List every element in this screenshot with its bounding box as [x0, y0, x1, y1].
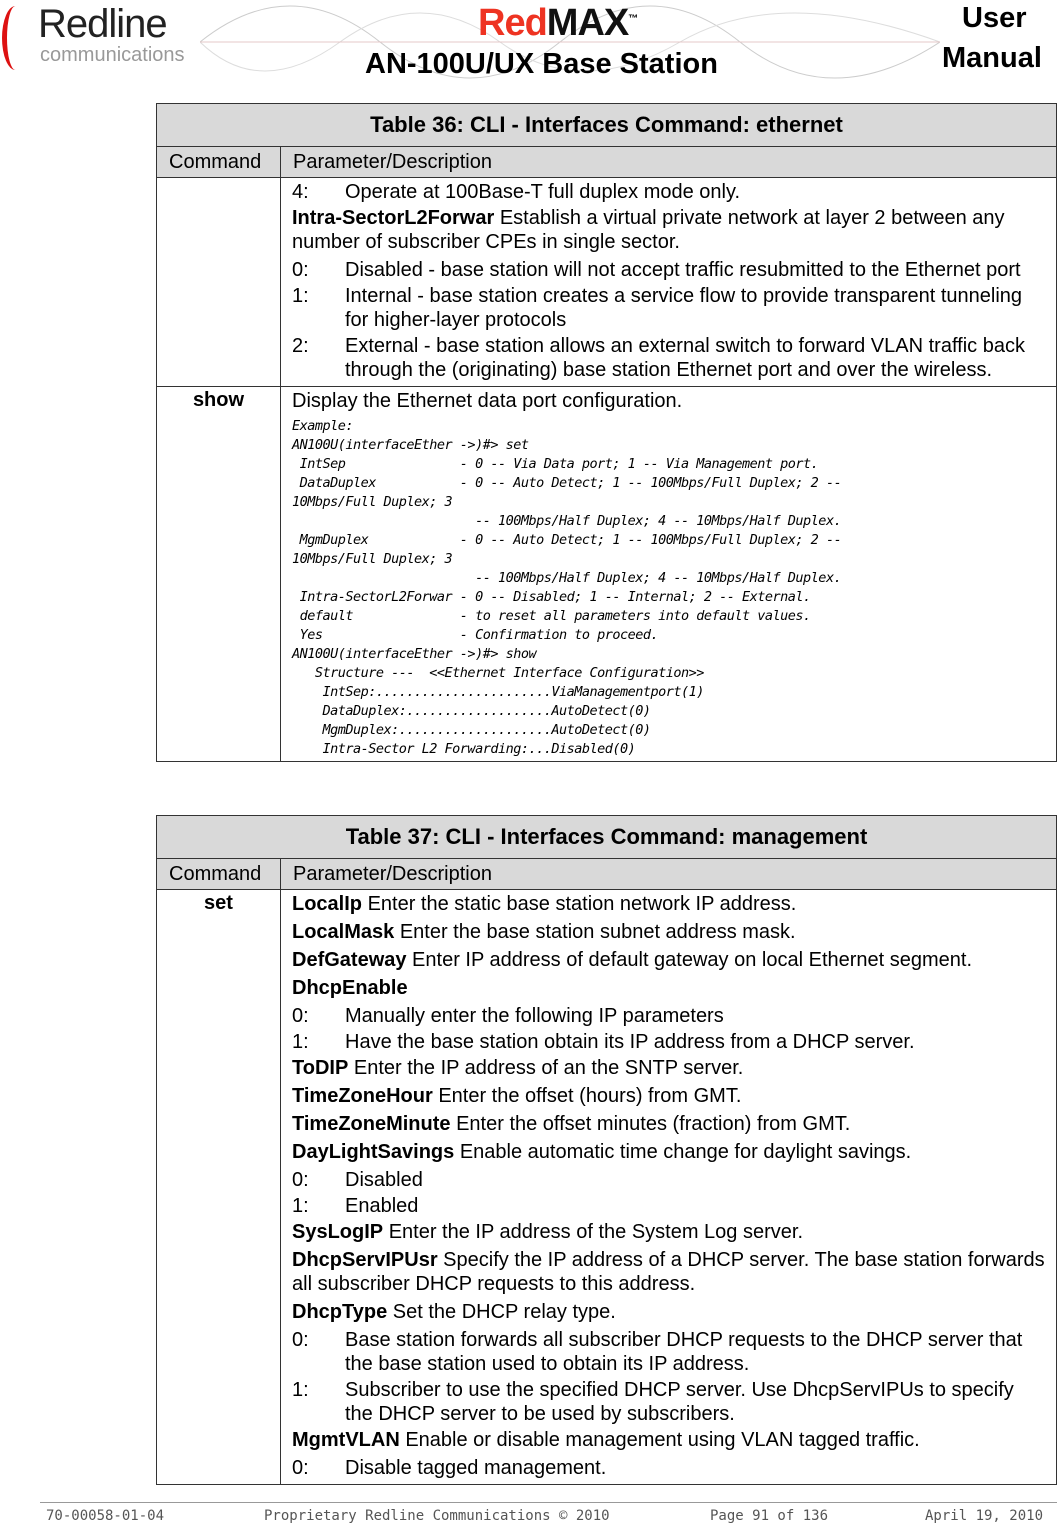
numbered-option	[292, 180, 1046, 204]
option-text: Manually enter the following IP parameters	[345, 1005, 724, 1027]
option-number: 0:	[292, 1457, 309, 1479]
code-line: Yes - Confirmation to proceed.	[292, 627, 659, 643]
code-line: IntSep - 0 -- Via Data port; 1 -- Via Management port.	[292, 456, 819, 472]
parameter-paragraph	[292, 892, 1046, 916]
product-brand	[478, 2, 637, 45]
title-row	[157, 104, 1057, 147]
description-cell	[281, 890, 1057, 1485]
option-text: Disabled	[345, 1169, 423, 1191]
parameter-name: TimeZoneHour	[292, 1085, 433, 1107]
parameter-name: LocalMask	[292, 921, 395, 943]
parameter-paragraph	[292, 206, 1046, 254]
option-text: Enabled	[345, 1195, 419, 1217]
header-row	[157, 147, 1057, 178]
column-header-command: Command	[157, 859, 281, 890]
numbered-option	[292, 1168, 1046, 1192]
option-text: External - base station allows an external switch to forward VLAN traffic back through the (originating) base station Ethernet port and over the wireless.	[345, 335, 1025, 381]
parameter-paragraph	[292, 1112, 1046, 1136]
numbered-option	[292, 284, 1046, 332]
logo-swoosh-icon	[2, 6, 29, 70]
option-text: Subscriber to use the specified DHCP server. Use DhcpServIPUs to specify the DHCP server to be used by subscribers.	[345, 1379, 1014, 1425]
numbered-option	[292, 1456, 1046, 1480]
option-number: 1:	[292, 1195, 309, 1217]
option-number: 0:	[292, 1169, 309, 1191]
parameter-name: DefGateway	[292, 949, 407, 971]
parameter-description: Establish a virtual private network at layer 2 between any number of subscriber CPEs in single sector.	[292, 207, 1005, 253]
numbered-option	[292, 1004, 1046, 1028]
parameter-description: Enter the IP address of the System Log server.	[383, 1221, 803, 1243]
parameter-description: Display the Ethernet data port configuration.	[292, 390, 683, 412]
parameter-name: TimeZoneMinute	[292, 1113, 451, 1135]
parameter-name: LocalIp	[292, 893, 363, 915]
parameter-paragraph	[292, 389, 1046, 413]
command-cell: set	[157, 890, 281, 1485]
code-line: IntSep:.......................ViaManagementport(1)	[292, 684, 704, 700]
title-row	[157, 816, 1057, 859]
doc-type-line2: Manual	[942, 42, 1042, 74]
command-cell: show	[157, 387, 281, 762]
doc-id: 70-00058-01-04	[46, 1508, 165, 1524]
table-37	[156, 815, 1057, 1485]
parameter-name: DhcpEnable	[292, 977, 408, 999]
parameter-description: Enter the base station subnet address mask.	[394, 921, 796, 943]
code-line: Structure --- <<Ethernet Interface Configuration>>	[292, 665, 704, 681]
code-line: 10Mbps/Full Duplex; 3	[292, 494, 453, 510]
parameter-paragraph	[292, 976, 1046, 1000]
parameter-name: Intra-SectorL2Forwar	[292, 207, 495, 229]
code-line: -- 100Mbps/Half Duplex; 4 -- 10Mbps/Half Duplex.	[292, 513, 842, 529]
parameter-description: Enter the offset (hours) from GMT.	[432, 1085, 742, 1107]
code-line: MgmDuplex:....................AutoDetect(0)	[292, 722, 651, 738]
code-line: DataDuplex:...................AutoDetect(0)	[292, 703, 651, 719]
parameter-description: Enable automatic time change for daylight savings.	[454, 1141, 912, 1163]
parameter-paragraph	[292, 1220, 1046, 1244]
code-line: Intra-Sector L2 Forwarding:...Disabled(0)	[292, 741, 636, 757]
parameter-paragraph	[292, 1140, 1046, 1164]
option-number: 4:	[292, 181, 309, 203]
parameter-name: DhcpServIPUsr	[292, 1249, 438, 1271]
product-subtitle: AN-100U/UX Base Station	[365, 48, 718, 80]
column-header-description: Parameter/Description	[281, 147, 1057, 178]
code-example	[292, 417, 1046, 759]
parameter-name: SysLogIP	[292, 1221, 384, 1243]
code-line: AN100U(interfaceEther ->)#> show	[292, 646, 537, 662]
header-row	[157, 859, 1057, 890]
numbered-option	[292, 1378, 1046, 1426]
parameter-name: DhcpType	[292, 1301, 388, 1323]
column-header-command: Command	[157, 147, 281, 178]
parameter-paragraph	[292, 948, 1046, 972]
parameter-paragraph	[292, 1248, 1046, 1296]
option-number: 0:	[292, 259, 309, 281]
parameter-description: Enter the offset minutes (fraction) from GMT.	[450, 1113, 851, 1135]
parameter-description: Set the DHCP relay type.	[387, 1301, 616, 1323]
description-cell	[281, 387, 1057, 762]
numbered-option	[292, 1328, 1046, 1376]
parameter-paragraph	[292, 1056, 1046, 1080]
table-36	[156, 103, 1057, 762]
page-header	[0, 0, 1060, 90]
column-header-description: Parameter/Description	[281, 859, 1057, 890]
option-number: 1:	[292, 1379, 309, 1401]
table-title: Table 37: CLI - Interfaces Command: management	[157, 816, 1057, 859]
date: April 19, 2010	[925, 1508, 1044, 1524]
option-text: Disabled - base station will not accept traffic resubmitted to the Ethernet port	[345, 259, 1021, 281]
code-line: MgmDuplex - 0 -- Auto Detect; 1 -- 100Mbps/Full Duplex; 2 --	[292, 532, 842, 548]
parameter-paragraph	[292, 1084, 1046, 1108]
parameter-description: Enter the static base station network IP address.	[362, 893, 797, 915]
code-line: 10Mbps/Full Duplex; 3	[292, 551, 453, 567]
numbered-option	[292, 1030, 1046, 1054]
code-line: AN100U(interfaceEther ->)#> set	[292, 437, 529, 453]
numbered-option	[292, 258, 1046, 282]
option-number: 1:	[292, 285, 309, 307]
parameter-description: Enable or disable management using VLAN tagged traffic.	[399, 1429, 920, 1451]
parameter-paragraph	[292, 1300, 1046, 1324]
trademark: ™	[628, 13, 638, 25]
code-line: Intra-SectorL2Forwar - 0 -- Disabled; 1 -- Internal; 2 -- External.	[292, 589, 811, 605]
brand-black: MAX	[546, 2, 629, 44]
parameter-name: DayLightSavings	[292, 1141, 455, 1163]
option-text: Have the base station obtain its IP address from a DHCP server.	[345, 1031, 915, 1053]
code-line: -- 100Mbps/Half Duplex; 4 -- 10Mbps/Half Duplex.	[292, 570, 842, 586]
code-line: default - to reset all parameters into default values.	[292, 608, 811, 624]
parameter-paragraph	[292, 1428, 1046, 1452]
page-number: Page 91 of 136	[710, 1508, 829, 1524]
option-number: 0:	[292, 1329, 309, 1351]
code-line: Example:	[292, 418, 354, 434]
parameter-name: MgmtVLAN	[292, 1429, 400, 1451]
logo-name: Redline	[38, 2, 167, 46]
table-title: Table 36: CLI - Interfaces Command: ethernet	[157, 104, 1057, 147]
command-cell	[157, 178, 281, 387]
code-line: DataDuplex - 0 -- Auto Detect; 1 -- 100Mbps/Full Duplex; 2 --	[292, 475, 842, 491]
logo-subtitle: communications	[40, 44, 185, 66]
page-footer	[40, 1502, 1057, 1524]
option-number: 1:	[292, 1031, 309, 1053]
option-number: 2:	[292, 335, 309, 357]
option-text: Base station forwards all subscriber DHCP requests to the DHCP server that the base station used to obtain its IP address.	[345, 1329, 1023, 1375]
option-number: 0:	[292, 1005, 309, 1027]
option-text: Internal - base station creates a service flow to provide transparent tunneling for higher-layer protocols	[345, 285, 1023, 331]
brand-red: Red	[478, 2, 547, 44]
table-row	[157, 890, 1057, 1485]
numbered-option	[292, 1194, 1046, 1218]
table-row	[157, 178, 1057, 387]
parameter-paragraph	[292, 920, 1046, 944]
parameter-name: ToDIP	[292, 1057, 349, 1079]
doc-type-line1: User	[962, 2, 1027, 34]
copyright: Proprietary Redline Communications © 2010	[264, 1508, 610, 1524]
option-text: Operate at 100Base-T full duplex mode only.	[345, 181, 741, 203]
numbered-option	[292, 334, 1046, 382]
parameter-description: Specify the IP address of a DHCP server. The base station forwards all subscriber DHCP requests to this address.	[292, 1249, 1045, 1295]
parameter-description: Enter IP address of default gateway on local Ethernet segment.	[406, 949, 973, 971]
option-text: Disable tagged management.	[345, 1457, 607, 1479]
table-row	[157, 387, 1057, 762]
description-cell	[281, 178, 1057, 387]
parameter-description: Enter the IP address of an the SNTP server.	[348, 1057, 744, 1079]
